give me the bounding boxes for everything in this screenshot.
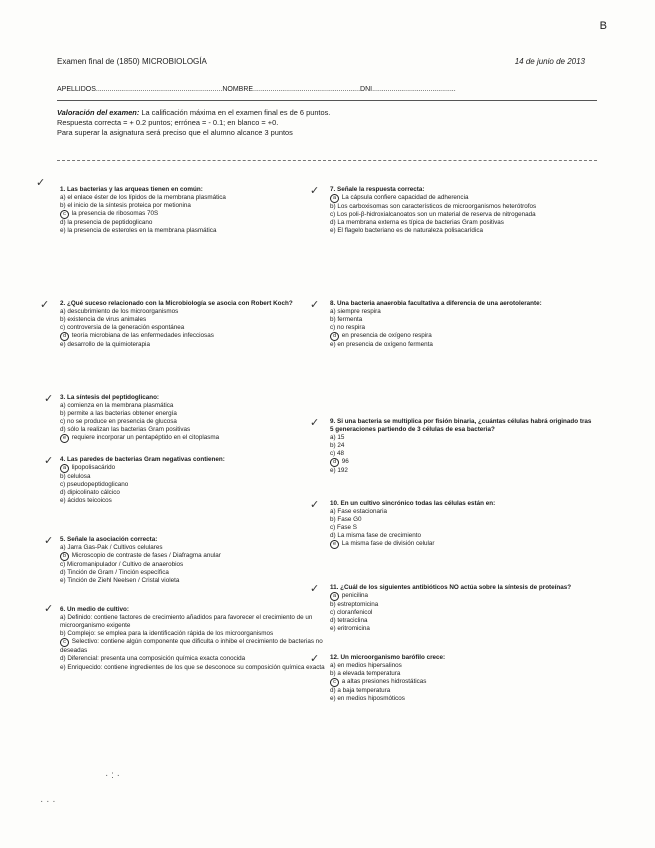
answer-option: a) Definido: contiene factores de crecimiento añadidos para favorecer el crecimiento de un microorganismo exigente [60,614,313,630]
valuation-label: Valoración del examen: [57,108,140,117]
question-text: 3. La síntesis del peptidoglicano: [60,394,160,401]
divider [57,100,597,101]
answer-option: c) no respira [330,324,365,332]
answer-option: d en presencia de oxígeno respira [330,332,595,341]
answer-option: e La misma fase de división celular [330,540,595,549]
answer-option: a penicilina [330,592,595,601]
circled-answer-icon: d [330,458,339,467]
answer-option: b) permite a las bacterias obtener energía [60,410,177,418]
answer-option: d) tetraciclina [330,617,368,625]
answer-option: e) Tinción de Ziehl Neelsen / Cristal violeta [60,577,180,585]
answer-option: b Microscopio de contraste de fases / Diafragma anular [60,552,325,561]
question-r5 [330,584,595,633]
pass-rule: Para superar la asignatura será preciso que el alumno alcance 3 puntos [57,128,293,138]
answer-option: e requiere incorporar un pentapéptido en el citoplasma [60,434,325,443]
stray-marks: · : · [105,770,120,781]
answer-option: c a altas presiones hidrostáticas [330,678,595,687]
question-l6 [60,606,325,672]
answer-option: d) La membrana externa es típica de bacterias Gram positivas [330,219,504,227]
answer-option: e) eritromicina [330,625,370,633]
answer-option: b) Complejo: se emplea para la identificación rápida de los microorganismos [60,630,274,638]
question-r3 [330,418,595,476]
exam-instructions [57,108,597,139]
question-text: 11. ¿Cuál de los siguientes antibióticos NO actúa sobre la síntesis de proteínas? [330,584,572,591]
handwritten-check-icon: ✓ [310,583,320,595]
answer-option: a) el enlace éster de los lípidos de la membrana plasmática [60,194,226,202]
answer-option: b) celulosa [60,473,91,481]
question-text: 4. Las paredes de bacterias Gram negativas contienen: [60,456,225,463]
handwritten-check-icon: ✓ [44,603,54,615]
question-l3 [60,394,325,443]
circled-answer-icon: a [330,194,339,203]
answer-option: d) a baja temperatura [330,687,391,695]
answer-option: e) en presencia de oxígeno fermenta [330,341,433,349]
answer-option: e) desarrollo de la quimioterapia [60,341,150,349]
answer-option: a) 15 [330,434,345,442]
answer-option: a) descubrimiento de los microorganismos [60,308,179,316]
handwritten-check-icon: ✓ [310,653,320,665]
answer-option: d 96 [330,458,595,467]
answer-option: c Selectivo: contiene algún componente que dificulta o inhibe el crecimiento de bacterias no deseadas [60,638,323,655]
answer-option: d) Tinción de Gram / Tinción específica [60,569,169,577]
handwritten-check-icon: ✓ [44,455,54,467]
divider [57,160,597,161]
answer-option: b) existencia de virus animales [60,316,147,324]
circled-answer-icon: a [60,464,69,473]
question-l4 [60,456,325,505]
answer-option: b) el inicio de la síntesis proteica por metionina [60,202,191,210]
circled-answer-icon: e [60,434,69,443]
answer-option: b) fermenta [330,316,363,324]
handwritten-check-icon: ✓ [44,393,54,405]
answer-option: b) 24 [330,442,345,450]
answer-option: d) dipicolinato cálcico [60,489,120,497]
handwritten-check-icon: ✓ [310,499,320,511]
question-text: 6. Un medio de cultivo: [60,606,129,613]
answer-option: a lipopolisacárido [60,464,325,473]
handwritten-check-icon: ✓ [310,185,320,197]
question-text: 12. Un microorganismo barófilo crece: [330,654,446,661]
circled-answer-icon: e [330,540,339,549]
answer-option: a) Fase estacionaria [330,508,388,516]
student-id-line: APELLIDOS.................................................................NOMBRE.......................................................DNI........................................... [57,86,456,93]
question-l1 [60,186,325,235]
question-r4 [330,500,595,549]
answer-option: b) estreptomicina [330,601,379,609]
circled-answer-icon: c [60,210,69,219]
question-text: 1. Las bacterias y las arqueas tienen en común: [60,186,203,193]
valuation-text: La calificación máxima en el examen final es de 6 puntos. [141,108,331,117]
handwritten-check-icon: ✓ [36,177,46,189]
answer-option: c la presencia de ribosomas 70S [60,210,325,219]
question-r2 [330,300,595,349]
question-text: 10. En un cultivo sincrónico todas las células están en: [330,500,496,507]
question-text: 5. Señale la asociación correcta: [60,536,158,543]
stray-marks: · · · [40,796,56,807]
answer-option: b) a elevada temperatura [330,670,401,678]
answer-option: a) Jarra Gas-Pak / Cultivos celulares [60,544,163,552]
circled-answer-icon: d [330,332,339,341]
exam-title: Examen final de (1850) MICROBIOLOGÍA [57,57,207,66]
question-l2 [60,300,325,349]
answer-option: c) controversia de la generación espontánea [60,324,185,332]
answer-option: e) la presencia de esteroles en la membrana plasmática [60,227,217,235]
question-text: 8. Una bacteria anaerobia facultativa a diferencia de una aerotolerante: [330,300,542,307]
circled-answer-icon: c [60,638,69,647]
answer-option: a) siempre respira [330,308,381,316]
question-r1 [330,186,595,235]
answer-option: e) ácidos teicoicos [60,497,112,505]
scoring-rule: Respuesta correcta = + 0.2 puntos; errónea = - 0.1; en blanco = +0. [57,118,279,128]
exam-date: 14 de junio de 2013 [514,57,585,66]
handwritten-check-icon: ✓ [310,299,320,311]
handwritten-check-icon: ✓ [44,535,54,547]
answer-option: a) comienza en la membrana plasmática [60,402,174,410]
corner-mark: B [599,20,607,32]
circled-answer-icon: c [330,678,339,687]
answer-option: c) Los poli-β-hidroxialcanoatos son un material de reserva de nitrogenada [330,211,536,219]
answer-option: c) 48 [330,450,344,458]
answer-option: b) Fase G0 [330,516,362,524]
circled-answer-icon: d [60,332,69,341]
answer-option: e) 192 [330,467,348,475]
answer-option: b) Los carboxisomas son característicos de microorganismos heterótrofos [330,203,537,211]
answer-option: d teoría microbiana de las enfermedades infecciosas [60,332,325,341]
answer-option: c) Fase S [330,524,357,532]
circled-answer-icon: b [60,552,69,561]
answer-option: e) El flagelo bacteriano es de naturaleza polisacarídica [330,227,483,235]
answer-option: d) La misma fase de crecimiento [330,532,421,540]
answer-option: d) la presencia de peptidoglicano [60,219,153,227]
question-text: 2. ¿Qué suceso relacionado con la Microbiología se asocia con Robert Koch? [60,300,293,307]
answer-option: d) Diferencial: presenta una composición química exacta conocida [60,655,246,663]
question-text: 7. Señale la respuesta correcta: [330,186,425,193]
handwritten-check-icon: ✓ [40,299,50,311]
circled-answer-icon: a [330,592,339,601]
answer-option: e) Enriquecido: contiene ingredientes de los que se desconoce su composición química exacta [60,663,325,671]
answer-option: d) sólo la realizan las bacterias Gram positivas [60,426,191,434]
answer-option: c) cloranfenicol [330,609,373,617]
handwritten-check-icon: ✓ [310,417,320,429]
question-r6 [330,654,595,703]
answer-option: e) en medios hiposmóticos [330,695,405,703]
answer-option: c) no se produce en presencia de glucosa [60,418,177,426]
answer-option: c) Micromanipulador / Cultivo de anaerobios [60,561,184,569]
answer-option: c) pseudopeptidoglicano [60,481,129,489]
question-text: 9. Si una bacteria se multiplica por fisión binaria, ¿cuántas células habrá originado tras 5 generaciones partiendo de 3 células de esa bacteria? [330,418,592,434]
answer-option: a) en medios hipersalinos [330,662,402,670]
question-l5 [60,536,325,585]
answer-option: a La cápsula confiere capacidad de adherencia [330,194,595,203]
